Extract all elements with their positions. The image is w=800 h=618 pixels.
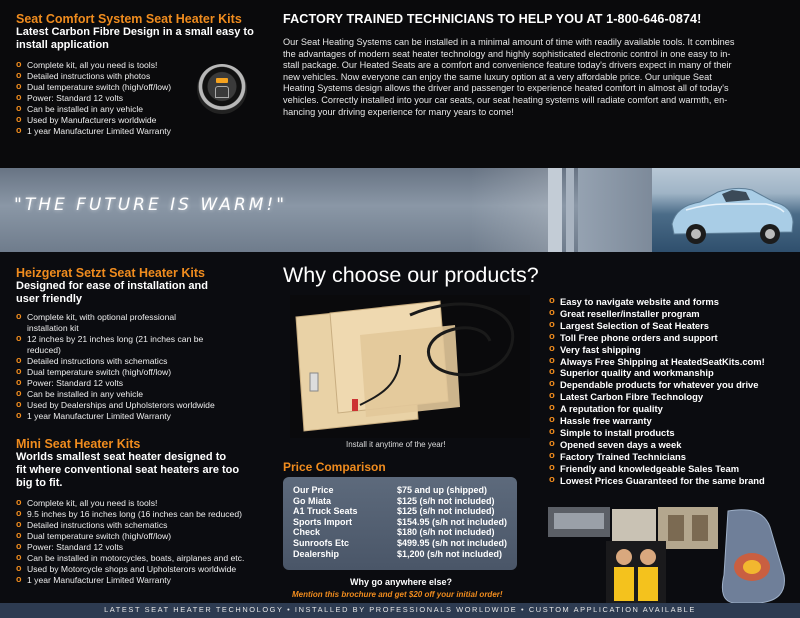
technicians-title: FACTORY TRAINED TECHNICIANS TO HELP YOU AT 1-800-646-0874! xyxy=(283,12,702,26)
list-item: o Complete kit, all you need is tools! xyxy=(16,60,271,71)
seat-comfort-subtitle-1: Latest Carbon Fibre Design in a small easy to xyxy=(16,26,254,38)
reasons-section xyxy=(549,296,799,487)
mini-heater-subtitle-2: fit where conventional seat heaters are too xyxy=(16,464,240,476)
why-go-elsewhere-text: Why go anywhere else? xyxy=(350,577,453,587)
product-photo-collage xyxy=(548,505,800,605)
list-item: o Power: Standard 12 volts xyxy=(16,378,274,389)
list-item: o 12 inches by 21 inches long (21 inches can be xyxy=(16,334,274,345)
competitor-name: Check xyxy=(293,527,321,538)
competitor-name: Dealership xyxy=(293,548,340,559)
heizgerat-section xyxy=(16,266,274,422)
list-item: o Lowest Prices Guaranteed for the same brand xyxy=(549,475,799,487)
list-item: o A reputation for quality xyxy=(549,403,799,415)
continuation-text: installation kit xyxy=(27,323,79,333)
heizgerat-title: Heizgerat Setzt Seat Heater Kits xyxy=(16,266,205,280)
list-item: o Dependable products for whatever you drive xyxy=(549,379,799,391)
table-row xyxy=(293,506,507,517)
footer-tagline: LATEST SEAT HEATER TECHNOLOGY • INSTALLED BY PROFESSIONALS WORLDWIDE • CUSTOM APPLICATION AVAILABLE xyxy=(104,605,696,614)
technicians-paragraph xyxy=(283,37,793,118)
collage-image xyxy=(548,505,800,605)
mini-heater-subtitle-1: Worlds smallest seat heater designed to xyxy=(16,451,227,463)
list-item: o Detailed instructions with schematics xyxy=(16,356,274,367)
top-section xyxy=(0,0,800,168)
mini-heater-feature-list xyxy=(16,498,274,586)
continuation-text: reduced) xyxy=(27,345,61,355)
list-item: o Simple to install products xyxy=(549,427,799,439)
list-item: o Can be installed in motorcycles, boats, airplanes and etc. xyxy=(16,553,274,564)
list-item: o Used by Dealerships and Upholsterors worldwide xyxy=(16,400,274,411)
list-item: o 1 year Manufacturer Limited Warranty xyxy=(16,411,274,422)
list-item: o 1 year Manufacturer Limited Warranty xyxy=(16,575,274,586)
competitor-name: Our Price xyxy=(293,485,334,495)
list-item: o Always Free Shipping at HeatedSeatKits.com! xyxy=(549,356,799,368)
competitor-name: A1 Truck Seats xyxy=(293,506,358,517)
heater-switch-icon xyxy=(197,64,247,114)
seat-comfort-title: Seat Comfort System Seat Heater Kits xyxy=(16,12,242,26)
car-image xyxy=(666,176,796,248)
list-item: o Power: Standard 12 volts xyxy=(16,93,271,104)
heizgerat-feature-list xyxy=(16,312,274,422)
competitor-name: Sports Import xyxy=(293,516,353,527)
list-item: o Friendly and knowledgeable Sales Team xyxy=(549,463,799,475)
table-row xyxy=(293,496,507,507)
reasons-list xyxy=(549,296,799,487)
list-item: o Hassle free warranty xyxy=(549,415,799,427)
table-row xyxy=(293,527,507,538)
table-row xyxy=(293,549,507,560)
list-item: o Used by Motorcycle shops and Upholsterors worldwide xyxy=(16,564,274,575)
list-item: o Can be installed in any vehicle xyxy=(16,389,274,400)
beetle-convertible-photo xyxy=(652,168,800,252)
competitor-price: $125 (s/h not included) xyxy=(397,495,495,506)
banner-stripe xyxy=(548,168,562,252)
banner-stripe xyxy=(470,168,550,252)
competitor-name: Sunroofs Etc xyxy=(293,537,350,548)
list-item-continuation xyxy=(16,345,274,356)
list-item: o Dual temperature switch (high/off/low) xyxy=(16,531,274,542)
list-item: o Very fast shipping xyxy=(549,344,799,356)
list-item: o Opened seven days a week xyxy=(549,439,799,451)
heater-kit-photo xyxy=(290,295,530,438)
technicians-section xyxy=(283,12,793,118)
competitor-price: $75 and up (shipped) xyxy=(397,485,488,495)
list-item: o Great reseller/installer program xyxy=(549,308,799,320)
price-comparison-table xyxy=(283,477,517,570)
list-item: o 1 year Manufacturer Limited Warranty xyxy=(16,126,271,137)
list-item: o Detailed instructions with photos xyxy=(16,71,271,82)
paragraph-line: stall package. Our Heated Seats are a comfort and convenience feature today's drivers expect in many of their xyxy=(283,60,732,71)
photo-caption: Install it anytime of the year! xyxy=(346,440,446,449)
heater-pads-image xyxy=(290,295,530,438)
heizgerat-subtitle-2: user friendly xyxy=(16,293,83,305)
list-item: o Complete kit, with optional professional xyxy=(16,312,274,323)
paragraph-line: new vehicles. Now everyone can enjoy the same luxury option at a very affordable price. Our unique Seat xyxy=(283,71,712,82)
banner-stripe xyxy=(566,168,574,252)
list-item: o Dual temperature switch (high/off/low) xyxy=(16,82,271,93)
paragraph-line: the advantages of modern seat heater technology and highly sophisticated electronic control in one easy to in- xyxy=(283,48,731,59)
seat-comfort-subtitle-2: install application xyxy=(16,39,109,51)
footer-bar xyxy=(0,603,800,618)
list-item: o Complete kit, all you need is tools! xyxy=(16,498,274,509)
paragraph-line: vehicles. Correctly installed into your car seats, our seat heating systems will radiate comfort and warmth, en- xyxy=(283,94,728,105)
list-item: o Superior quality and workmanship xyxy=(549,367,799,379)
list-item: o Detailed instructions with schematics xyxy=(16,520,274,531)
paragraph-line: hancing your driving experience for many years to come! xyxy=(283,106,514,117)
mini-heater-subtitle-3: big to fit. xyxy=(16,477,63,489)
banner xyxy=(0,168,800,252)
price-comparison-title: Price Comparison xyxy=(283,460,386,474)
table-row xyxy=(293,517,507,528)
table-row xyxy=(293,485,507,496)
mini-heater-title: Mini Seat Heater Kits xyxy=(16,437,141,451)
list-item: o Dual temperature switch (high/off/low) xyxy=(16,367,274,378)
heizgerat-subtitle-1: Designed for ease of installation and xyxy=(16,280,208,292)
competitor-price: $154.95 (s/h not included) xyxy=(396,516,508,527)
list-item: o Largest Selection of Seat Heaters xyxy=(549,320,799,332)
list-item: o Latest Carbon Fibre Technology xyxy=(549,391,799,403)
brochure-discount-offer: Mention this brochure and get $20 off your initial order! xyxy=(292,590,503,599)
paragraph-line: Heating Systems design allows the driver and passenger to experience heated comfort in almost all of today's xyxy=(283,83,729,94)
banner-stripe xyxy=(578,168,652,252)
competitor-price: $499.95 (s/h not included) xyxy=(396,537,508,548)
list-item: o Toll Free phone orders and support xyxy=(549,332,799,344)
competitor-price: $180 (s/h not included) xyxy=(397,527,495,538)
why-choose-heading: Why choose our products? xyxy=(283,263,539,287)
banner-slogan: "THE FUTURE IS WARM!" xyxy=(14,195,288,215)
list-item: o Can be installed in any vehicle xyxy=(16,104,271,115)
list-item: o Factory Trained Technicians xyxy=(549,451,799,463)
seat-glyph xyxy=(215,86,229,98)
paragraph-line: Our Seat Heating Systems can be installed in a minimal amount of time with readily available tools. It combines xyxy=(283,37,735,47)
mini-heater-section xyxy=(16,437,274,586)
competitor-price: $1,200 (s/h not included) xyxy=(397,548,503,559)
table-row xyxy=(293,538,507,549)
list-item-continuation xyxy=(16,323,274,334)
competitor-name: Go Miata xyxy=(293,495,332,506)
list-item: o Power: Standard 12 volts xyxy=(16,542,274,553)
competitor-price: $125 (s/h not included) xyxy=(397,506,495,517)
list-item: o Used by Manufacturers worldwide xyxy=(16,115,271,126)
list-item: o 9.5 inches by 16 inches long (16 inches can be reduced) xyxy=(16,509,274,520)
list-item: o Easy to navigate website and forms xyxy=(549,296,799,308)
switch-led xyxy=(216,78,228,83)
